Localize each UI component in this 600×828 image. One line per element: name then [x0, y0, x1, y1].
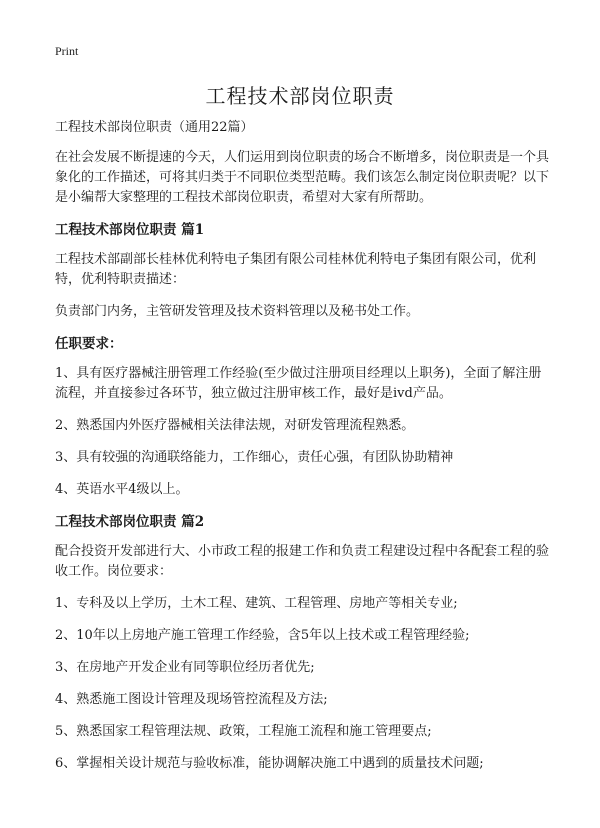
document-body: [55, 118, 552, 786]
requirement-item: 3、具有较强的沟通联络能力，工作细心，责任心强，有团队协助精神: [55, 450, 454, 465]
section1-paragraph-2: 负责部门内务，主管研发管理及技术资料管理以及秘书处工作。: [55, 304, 420, 319]
list-item: 1、专科及以上学历，土木工程、建筑、工程管理、房地产等相关专业;: [55, 596, 458, 611]
section-heading-1: 工程技术部岗位职责 篇1: [55, 222, 205, 238]
requirement-item: 4、英语水平4级以上。: [55, 482, 189, 497]
list-item: 2、10年以上房地产施工管理工作经验，含5年以上技术或工程管理经验;: [55, 628, 470, 643]
requirement-item: 1、具有医疗器械注册管理工作经验(至少做过注册项目经理以上职务)，全面了解注册流程，并直接参过各环节，独立做过注册审核工作，最好是ivd产品。: [55, 366, 542, 401]
section2-paragraph-1: 配合投资开发部进行大、小市政工程的报建工作和负责工程建设过程中各配套工程的验收工作。岗位要求：: [55, 544, 550, 579]
section-heading-2: 工程技术部岗位职责 篇2: [55, 514, 205, 530]
print-label[interactable]: Print: [55, 44, 79, 58]
list-item: 5、熟悉国家工程管理法规、政策，工程施工流程和施工管理要点;: [55, 724, 432, 739]
section1-paragraph-1: 工程技术部副部长桂林优利特电子集团有限公司桂林优利特电子集团有限公司，优利特，优利特职责描述：: [55, 252, 537, 287]
intro-paragraph: 在社会发展不断提速的今天，人们运用到岗位职责的场合不断增多，岗位职责是一个具象化的工作描述，可将其归类于不同职位类型范畴。我们该怎么制定岗位职责呢？以下是小编帮大家整理的工程技术部岗位职责，希望对大家有所帮助。: [55, 150, 550, 205]
document-subtitle: 工程技术部岗位职责（通用22篇）: [55, 120, 254, 135]
list-item: 6、掌握相关设计规范与验收标准，能协调解决施工中遇到的质量技术问题;: [55, 756, 484, 771]
list-item: 3、在房地产开发企业有同等职位经历者优先;: [55, 660, 315, 675]
requirement-item: 2、熟悉国内外医疗器械相关法律法规，对研发管理流程熟悉。: [55, 418, 415, 433]
requirements-heading: 任职要求：: [55, 336, 123, 352]
list-item: 4、熟悉施工图设计管理及现场管控流程及方法;: [55, 692, 328, 707]
page-title: 工程技术部岗位职责: [205, 84, 395, 108]
